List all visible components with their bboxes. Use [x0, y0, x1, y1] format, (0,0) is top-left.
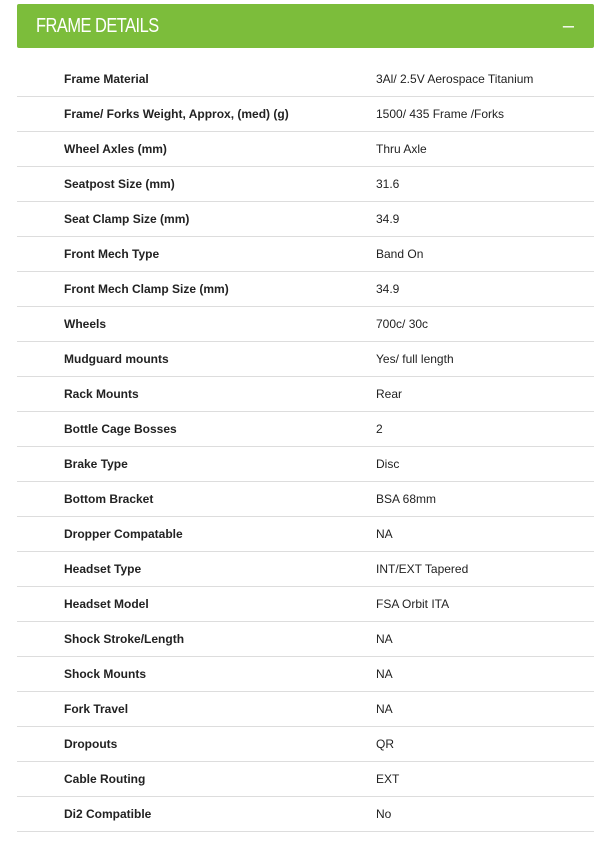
collapse-icon[interactable]: –: [562, 15, 574, 37]
table-row: [17, 412, 594, 447]
spec-label: Headset Type: [17, 552, 329, 587]
spec-value: Thru Axle: [329, 132, 594, 167]
spec-value: Disc: [329, 447, 594, 482]
spec-label: Dropper Compatable: [17, 517, 329, 552]
spec-label: Seat Clamp Size (mm): [17, 202, 329, 237]
spec-value: 34.9: [329, 272, 594, 307]
spec-label: Mudguard mounts: [17, 342, 329, 377]
table-row: [17, 237, 594, 272]
spec-label: Frame/ Forks Weight, Approx, (med) (g): [17, 97, 329, 132]
table-row: [17, 202, 594, 237]
spec-label: Shock Mounts: [17, 657, 329, 692]
table-row: [17, 97, 594, 132]
frame-spec-table: [17, 62, 594, 832]
spec-value: QR: [329, 727, 594, 762]
spec-value: 700c/ 30c: [329, 307, 594, 342]
table-row: [17, 482, 594, 517]
table-row: [17, 622, 594, 657]
spec-label: Front Mech Clamp Size (mm): [17, 272, 329, 307]
table-row: [17, 167, 594, 202]
spec-label: Brake Type: [17, 447, 329, 482]
spec-value: 31.6: [329, 167, 594, 202]
table-row: [17, 587, 594, 622]
spec-label: Headset Model: [17, 587, 329, 622]
spec-label: Wheel Axles (mm): [17, 132, 329, 167]
spec-value: EXT: [329, 762, 594, 797]
section-title: FRAME DETAILS: [36, 14, 159, 37]
table-row: [17, 727, 594, 762]
spec-value: 34.9: [329, 202, 594, 237]
spec-value: BSA 68mm: [329, 482, 594, 517]
spec-label: Di2 Compatible: [17, 797, 329, 832]
spec-value: 3Al/ 2.5V Aerospace Titanium: [329, 62, 594, 97]
spec-label: Shock Stroke/Length: [17, 622, 329, 657]
table-row: [17, 307, 594, 342]
spec-value: NA: [329, 692, 594, 727]
spec-value: NA: [329, 657, 594, 692]
spec-label: Wheels: [17, 307, 329, 342]
spec-value: Band On: [329, 237, 594, 272]
spec-value: INT/EXT Tapered: [329, 552, 594, 587]
frame-details-accordion-header[interactable]: [17, 4, 594, 48]
spec-value: NA: [329, 517, 594, 552]
table-row: [17, 797, 594, 832]
spec-value: 1500/ 435 Frame /Forks: [329, 97, 594, 132]
spec-label: Seatpost Size (mm): [17, 167, 329, 202]
table-row: [17, 552, 594, 587]
spec-value: Yes/ full length: [329, 342, 594, 377]
spec-value: No: [329, 797, 594, 832]
table-row: [17, 272, 594, 307]
spec-label: Rack Mounts: [17, 377, 329, 412]
table-row: [17, 692, 594, 727]
table-row: [17, 62, 594, 97]
spec-label: Fork Travel: [17, 692, 329, 727]
spec-label: Front Mech Type: [17, 237, 329, 272]
spec-label: Bottle Cage Bosses: [17, 412, 329, 447]
spec-label: Frame Material: [17, 62, 329, 97]
table-row: [17, 762, 594, 797]
frame-details-panel: [17, 4, 594, 832]
spec-value: FSA Orbit ITA: [329, 587, 594, 622]
table-row: [17, 377, 594, 412]
table-row: [17, 342, 594, 377]
spec-value: 2: [329, 412, 594, 447]
spec-value: Rear: [329, 377, 594, 412]
table-row: [17, 657, 594, 692]
table-row: [17, 447, 594, 482]
table-row: [17, 132, 594, 167]
spec-label: Dropouts: [17, 727, 329, 762]
spec-value: NA: [329, 622, 594, 657]
spec-label: Cable Routing: [17, 762, 329, 797]
table-row: [17, 517, 594, 552]
spec-label: Bottom Bracket: [17, 482, 329, 517]
